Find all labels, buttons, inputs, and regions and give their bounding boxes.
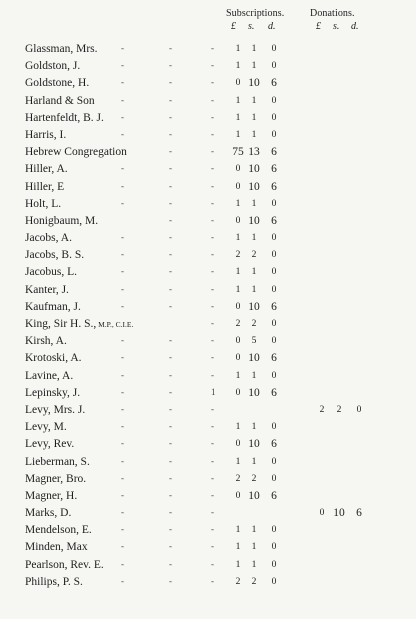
- subscription-pence: 0: [271, 129, 277, 140]
- subscription-shillings: 1: [251, 456, 257, 467]
- donor-name-text: Levy, M.: [25, 421, 67, 434]
- subscription-pounds: 1: [235, 112, 241, 123]
- subscription-shillings: 10: [248, 489, 260, 502]
- leader-dot: -: [169, 489, 172, 500]
- subscription-shillings: 10: [248, 163, 260, 176]
- sub-shilling-unit: s.: [248, 21, 255, 32]
- leader-dot: -: [121, 558, 124, 569]
- subscription-pounds: 0: [235, 78, 241, 89]
- subscription-pounds: 1: [235, 267, 241, 278]
- subscription-shillings: 10: [248, 386, 260, 399]
- subscription-pounds: 1: [235, 198, 241, 209]
- leader-dot: -: [121, 335, 124, 346]
- leader-dot: -: [169, 249, 172, 260]
- leader-dot: -: [169, 575, 172, 586]
- leader-dot: -: [169, 180, 172, 191]
- leader-dot: -: [211, 489, 214, 500]
- subscription-shillings: 10: [248, 214, 260, 227]
- subscription-pence: 0: [271, 284, 277, 295]
- donor-name: [25, 402, 85, 418]
- table-row: [0, 316, 416, 333]
- subscription-shillings: 10: [248, 180, 260, 193]
- leader-dot: -: [121, 507, 124, 518]
- leader-dot: -: [169, 507, 172, 518]
- leader-dot: -: [211, 249, 214, 260]
- donor-name: [25, 93, 95, 109]
- subscriptions-header: Subscriptions.: [226, 8, 285, 19]
- subscription-pence: 0: [271, 95, 277, 106]
- subscription-pence: 0: [271, 542, 277, 553]
- subscription-shillings: 1: [251, 525, 257, 536]
- subscription-pence: 0: [271, 233, 277, 244]
- table-row: [0, 161, 416, 178]
- subscription-pounds: 1: [235, 129, 241, 140]
- donor-name-text: Hiller, E: [25, 180, 65, 193]
- leader-dot: -: [211, 558, 214, 569]
- donor-name: [25, 75, 89, 91]
- donation-shillings: 10: [333, 507, 345, 520]
- subscription-shillings: 2: [251, 576, 257, 587]
- donor-name: [25, 454, 90, 470]
- donor-name-text: Kirsh, A.: [25, 335, 67, 348]
- subscription-pence: 0: [271, 250, 277, 261]
- don-shilling-unit: s.: [333, 21, 340, 32]
- subscription-shillings: 1: [251, 198, 257, 209]
- donor-name: [25, 179, 64, 195]
- table-row: [0, 213, 416, 230]
- donor-name-text: Jacobus, L.: [25, 266, 78, 279]
- leader-dot: -: [121, 249, 124, 260]
- table-row: [0, 282, 416, 299]
- donor-name-text: Marks, D.: [25, 507, 72, 520]
- subscription-pence: 0: [271, 525, 277, 536]
- subscription-pounds: 1: [235, 422, 241, 433]
- subscription-pounds: 0: [235, 181, 241, 192]
- donations-header: Donations.: [310, 8, 355, 19]
- subscription-pence: 6: [271, 300, 277, 313]
- leader-dot: -: [121, 60, 124, 71]
- sub-pence-unit: d.: [268, 21, 276, 32]
- subscription-shillings: 1: [251, 542, 257, 553]
- leader-dot: -: [169, 455, 172, 466]
- leader-dot: -: [121, 128, 124, 139]
- donor-name-text: Lieberman, S.: [25, 455, 90, 468]
- leader-dot: -: [169, 472, 172, 483]
- table-row: [0, 333, 416, 350]
- table-row: [0, 127, 416, 144]
- donor-name-text: Mendelson, E.: [25, 524, 92, 537]
- donor-name: [25, 41, 98, 57]
- subscription-pounds: 1: [235, 284, 241, 295]
- donor-name-text: Levy, Rev.: [25, 438, 75, 451]
- ledger-rows: [0, 41, 416, 591]
- leader-dot: -: [121, 77, 124, 88]
- donor-name: [25, 368, 73, 384]
- donation-pence: 6: [356, 507, 362, 520]
- table-row: [0, 557, 416, 574]
- leader-dot: -: [169, 403, 172, 414]
- subscription-pence: 6: [271, 180, 277, 193]
- subscription-pounds: 0: [235, 336, 241, 347]
- leader-dot: -: [169, 266, 172, 277]
- table-row: [0, 419, 416, 436]
- table-row: [0, 454, 416, 471]
- donor-name-text: Goldston, J.: [25, 60, 81, 73]
- donor-name: [25, 196, 61, 212]
- table-row: [0, 385, 416, 402]
- table-row: [0, 350, 416, 367]
- donor-name: [25, 471, 86, 487]
- leader-dot: -: [211, 369, 214, 380]
- subscription-pence: 0: [271, 267, 277, 278]
- subscription-pounds: 1: [235, 542, 241, 553]
- donor-name-text: King, Sir H. S.,: [25, 318, 97, 330]
- subscription-shillings: 1: [251, 44, 257, 54]
- donor-name: [25, 264, 77, 280]
- leader-dot: -: [211, 197, 214, 208]
- donor-name: [25, 488, 77, 504]
- table-row: [0, 144, 416, 161]
- leader-dot: -: [121, 403, 124, 414]
- subscription-shillings: 1: [251, 559, 257, 570]
- donor-name-text: Lepinsky, J.: [25, 386, 81, 399]
- donor-name-text: Glassman, Mrs.: [25, 43, 98, 55]
- leader-dot: -: [121, 369, 124, 380]
- donor-name-text: Honigbaum, M.: [25, 214, 99, 227]
- table-row: [0, 75, 416, 92]
- donation-shillings: 2: [336, 404, 342, 415]
- donor-name-text: Lavine, A.: [25, 369, 74, 382]
- table-row: [0, 522, 416, 539]
- donor-name-text: Kaufman, J.: [25, 300, 81, 313]
- table-row: [0, 488, 416, 505]
- table-row: [0, 539, 416, 556]
- subscription-pence: 0: [271, 473, 277, 484]
- subscription-pence: 0: [271, 112, 277, 123]
- donor-name-text: Philips, P. S.: [25, 575, 83, 588]
- leader-dot: -: [169, 43, 172, 53]
- donor-name: [25, 110, 104, 126]
- leader-dot: -: [169, 111, 172, 122]
- leader-dot: -: [211, 283, 214, 294]
- donor-name-text: Minden, Max: [25, 541, 88, 554]
- donor-name-text: Krotoski, A.: [25, 352, 82, 365]
- subscription-shillings: 5: [251, 336, 257, 347]
- donor-name: [25, 230, 72, 246]
- leader-dot: -: [169, 300, 172, 311]
- leader-dot: -: [169, 214, 172, 225]
- leader-dot: -: [121, 438, 124, 449]
- donor-name-text: Harris, I.: [25, 128, 67, 141]
- leader-dot: -: [121, 524, 124, 535]
- leader-dot: -: [211, 146, 214, 157]
- leader-dot: -: [169, 94, 172, 105]
- subscription-pounds: 0: [235, 215, 241, 226]
- leader-dot: -: [121, 111, 124, 122]
- table-row: [0, 436, 416, 453]
- subscription-pence: 6: [271, 352, 277, 365]
- subscription-shillings: 1: [251, 267, 257, 278]
- donor-name: [25, 282, 69, 298]
- donor-name: [25, 58, 80, 74]
- subscription-pence: 0: [271, 370, 277, 381]
- leader-dot: -: [169, 524, 172, 535]
- subscription-pounds: 0: [235, 439, 241, 450]
- subscription-shillings: 10: [248, 352, 260, 365]
- donor-name: [25, 299, 81, 315]
- subscription-shillings: 10: [248, 438, 260, 451]
- subscription-pence: 6: [271, 214, 277, 227]
- table-row: [0, 505, 416, 522]
- subscription-pounds: 1: [235, 233, 241, 244]
- leader-dot: -: [169, 232, 172, 243]
- subscription-pence: 6: [271, 438, 277, 451]
- subscription-pence: 6: [271, 163, 277, 176]
- subscription-pounds: 2: [235, 250, 241, 261]
- leader-dot: -: [121, 197, 124, 208]
- subscription-pounds: 1: [235, 559, 241, 570]
- leader-dot: -: [121, 541, 124, 552]
- subscription-pence: 0: [271, 456, 277, 467]
- leader-dot: -: [169, 163, 172, 174]
- subscription-pence: 0: [271, 319, 277, 329]
- leader-dot: -: [211, 472, 214, 483]
- leader-dot: -: [169, 541, 172, 552]
- leader-dot: -: [121, 180, 124, 191]
- leader-dot: -: [211, 403, 214, 414]
- table-row: [0, 402, 416, 419]
- leader-dot: -: [211, 438, 214, 449]
- subscription-shillings: 1: [251, 112, 257, 123]
- leader-dot: -: [121, 266, 124, 277]
- subscription-shillings: 1: [251, 284, 257, 295]
- donor-name: [25, 350, 82, 366]
- leader-dot: -: [211, 43, 214, 53]
- subscription-pence: 0: [271, 422, 277, 433]
- leader-dot: -: [169, 128, 172, 139]
- table-row: [0, 368, 416, 385]
- leader-dot: -: [211, 111, 214, 122]
- subscription-shillings: 1: [251, 422, 257, 433]
- donor-name-text: Hartenfeldt, B. J.: [25, 111, 104, 124]
- leader-dot: -: [211, 575, 214, 586]
- subscription-pounds: 0: [235, 387, 241, 398]
- subscription-pounds: 2: [235, 576, 241, 587]
- subscription-shillings: 2: [251, 319, 257, 329]
- leader-dot: -: [211, 300, 214, 311]
- leader-dot: -: [211, 524, 214, 535]
- table-row: [0, 196, 416, 213]
- donation-pounds: 2: [319, 404, 325, 415]
- leader-dot: -: [169, 77, 172, 88]
- leader-dot: 1: [211, 386, 216, 397]
- table-row: [0, 110, 416, 127]
- donor-name: [25, 436, 74, 452]
- table-row: [0, 58, 416, 75]
- subscription-pence: 0: [271, 559, 277, 570]
- leader-dot: -: [169, 438, 172, 449]
- table-row: [0, 299, 416, 316]
- donor-name: [25, 161, 68, 177]
- leader-dot: -: [169, 335, 172, 346]
- subscription-shillings: 2: [251, 473, 257, 484]
- table-row: [0, 230, 416, 247]
- don-pound-unit: £: [316, 21, 321, 32]
- leader-dot: -: [121, 232, 124, 243]
- leader-dot: -: [121, 43, 124, 53]
- leader-dot: -: [211, 352, 214, 363]
- donor-name: [25, 127, 66, 143]
- leader-dot: -: [169, 558, 172, 569]
- subscription-pounds: 1: [235, 95, 241, 106]
- subscription-pounds: 1: [235, 525, 241, 536]
- subscription-pounds: 2: [235, 473, 241, 484]
- donor-name: [25, 144, 127, 160]
- subscription-pounds: 2: [235, 319, 241, 329]
- subscription-pounds: 0: [235, 164, 241, 175]
- table-row: [0, 93, 416, 110]
- leader-dot: -: [121, 472, 124, 483]
- table-row: [0, 247, 416, 264]
- subscription-shillings: 10: [248, 77, 260, 90]
- leader-dot: -: [121, 94, 124, 105]
- leader-dot: -: [211, 318, 214, 328]
- subscription-shillings: 13: [248, 146, 260, 159]
- subscription-pence: 6: [271, 489, 277, 502]
- leader-dot: -: [169, 386, 172, 397]
- leader-dot: -: [169, 60, 172, 71]
- table-row: [0, 179, 416, 196]
- table-row: [0, 471, 416, 488]
- leader-dot: -: [169, 146, 172, 157]
- leader-dot: -: [121, 386, 124, 397]
- donor-name-text: Goldstone, H.: [25, 77, 90, 90]
- donor-name-text: Pearlson, Rev. E.: [25, 558, 104, 571]
- leader-dot: -: [169, 352, 172, 363]
- leader-dot: -: [211, 266, 214, 277]
- subscription-shillings: 10: [248, 300, 260, 313]
- subscription-pounds: 0: [235, 353, 241, 364]
- donor-name: [25, 539, 88, 555]
- leader-dot: -: [211, 232, 214, 243]
- subscription-pounds: 0: [235, 490, 241, 501]
- donor-name-text: Holt, L.: [25, 197, 62, 210]
- leader-dot: -: [211, 507, 214, 518]
- subscription-shillings: 1: [251, 61, 257, 72]
- leader-dot: -: [121, 455, 124, 466]
- leader-dot: -: [211, 214, 214, 225]
- subscription-pence: 6: [271, 77, 277, 90]
- subscription-pounds: 0: [235, 301, 241, 312]
- subscription-shillings: 2: [251, 250, 257, 261]
- leader-dot: -: [169, 283, 172, 294]
- donor-name: [25, 505, 71, 521]
- subscription-shillings: 1: [251, 129, 257, 140]
- subscription-shillings: 1: [251, 95, 257, 106]
- subscription-pounds: 75: [232, 146, 244, 159]
- subscription-pence: 6: [271, 386, 277, 399]
- sub-pound-unit: £: [231, 21, 236, 32]
- leader-dot: -: [169, 369, 172, 380]
- subscription-pence: 0: [271, 61, 277, 72]
- donor-name: [25, 557, 104, 573]
- subscription-pounds: 1: [235, 370, 241, 381]
- subscription-shillings: 1: [251, 370, 257, 381]
- leader-dot: -: [121, 352, 124, 363]
- donor-name: [25, 522, 92, 538]
- donor-name: [25, 333, 67, 349]
- leader-dot: -: [169, 197, 172, 208]
- subscription-pounds: 1: [235, 61, 241, 72]
- leader-dot: -: [121, 489, 124, 500]
- leader-dot: -: [121, 163, 124, 174]
- donor-name-text: Jacobs, B. S.: [25, 249, 85, 262]
- donor-name: [25, 247, 84, 263]
- don-pence-unit: d.: [351, 21, 359, 32]
- table-row: [0, 41, 416, 58]
- subscription-pence: 0: [271, 44, 277, 54]
- donor-name-text: Magner, Bro.: [25, 472, 87, 485]
- leader-dot: -: [121, 421, 124, 432]
- leader-dot: -: [211, 421, 214, 432]
- donor-name: [25, 419, 67, 435]
- leader-dot: -: [121, 575, 124, 586]
- leader-dot: -: [211, 335, 214, 346]
- donor-name: [25, 213, 98, 229]
- subscription-pounds: 1: [235, 44, 241, 54]
- leader-dot: -: [121, 300, 124, 311]
- donor-name-text: Hebrew Congregation: [25, 146, 127, 159]
- subscription-pence: 6: [271, 146, 277, 159]
- leader-dot: -: [211, 60, 214, 71]
- donation-pounds: 0: [319, 508, 325, 519]
- table-row: [0, 574, 416, 591]
- donor-name-suffix: M.P., C.I.E.: [96, 320, 134, 329]
- donor-name-text: Kanter, J.: [25, 283, 69, 296]
- leader-dot: -: [211, 94, 214, 105]
- donor-name-text: Magner, H.: [25, 489, 78, 502]
- donor-name: [25, 316, 133, 333]
- leader-dot: -: [121, 283, 124, 294]
- donor-name-text: Harland & Son: [25, 94, 95, 107]
- leader-dot: -: [211, 77, 214, 88]
- donor-name-text: Levy, Mrs. J.: [25, 403, 86, 416]
- leader-dot: -: [211, 541, 214, 552]
- subscription-pence: 0: [271, 336, 277, 347]
- leader-dot: -: [211, 163, 214, 174]
- subscription-pence: 0: [271, 576, 277, 587]
- donor-name: [25, 385, 80, 401]
- subscription-shillings: 1: [251, 233, 257, 244]
- table-row: [0, 264, 416, 281]
- donor-name-text: Hiller, A.: [25, 163, 68, 176]
- subscription-pence: 0: [271, 198, 277, 209]
- leader-dot: -: [211, 455, 214, 466]
- donor-name: [25, 574, 83, 590]
- donation-pence: 0: [356, 404, 362, 415]
- leader-dot: -: [211, 180, 214, 191]
- leader-dot: -: [169, 421, 172, 432]
- donor-name-text: Jacobs, A.: [25, 232, 72, 245]
- leader-dot: -: [211, 128, 214, 139]
- subscription-pounds: 1: [235, 456, 241, 467]
